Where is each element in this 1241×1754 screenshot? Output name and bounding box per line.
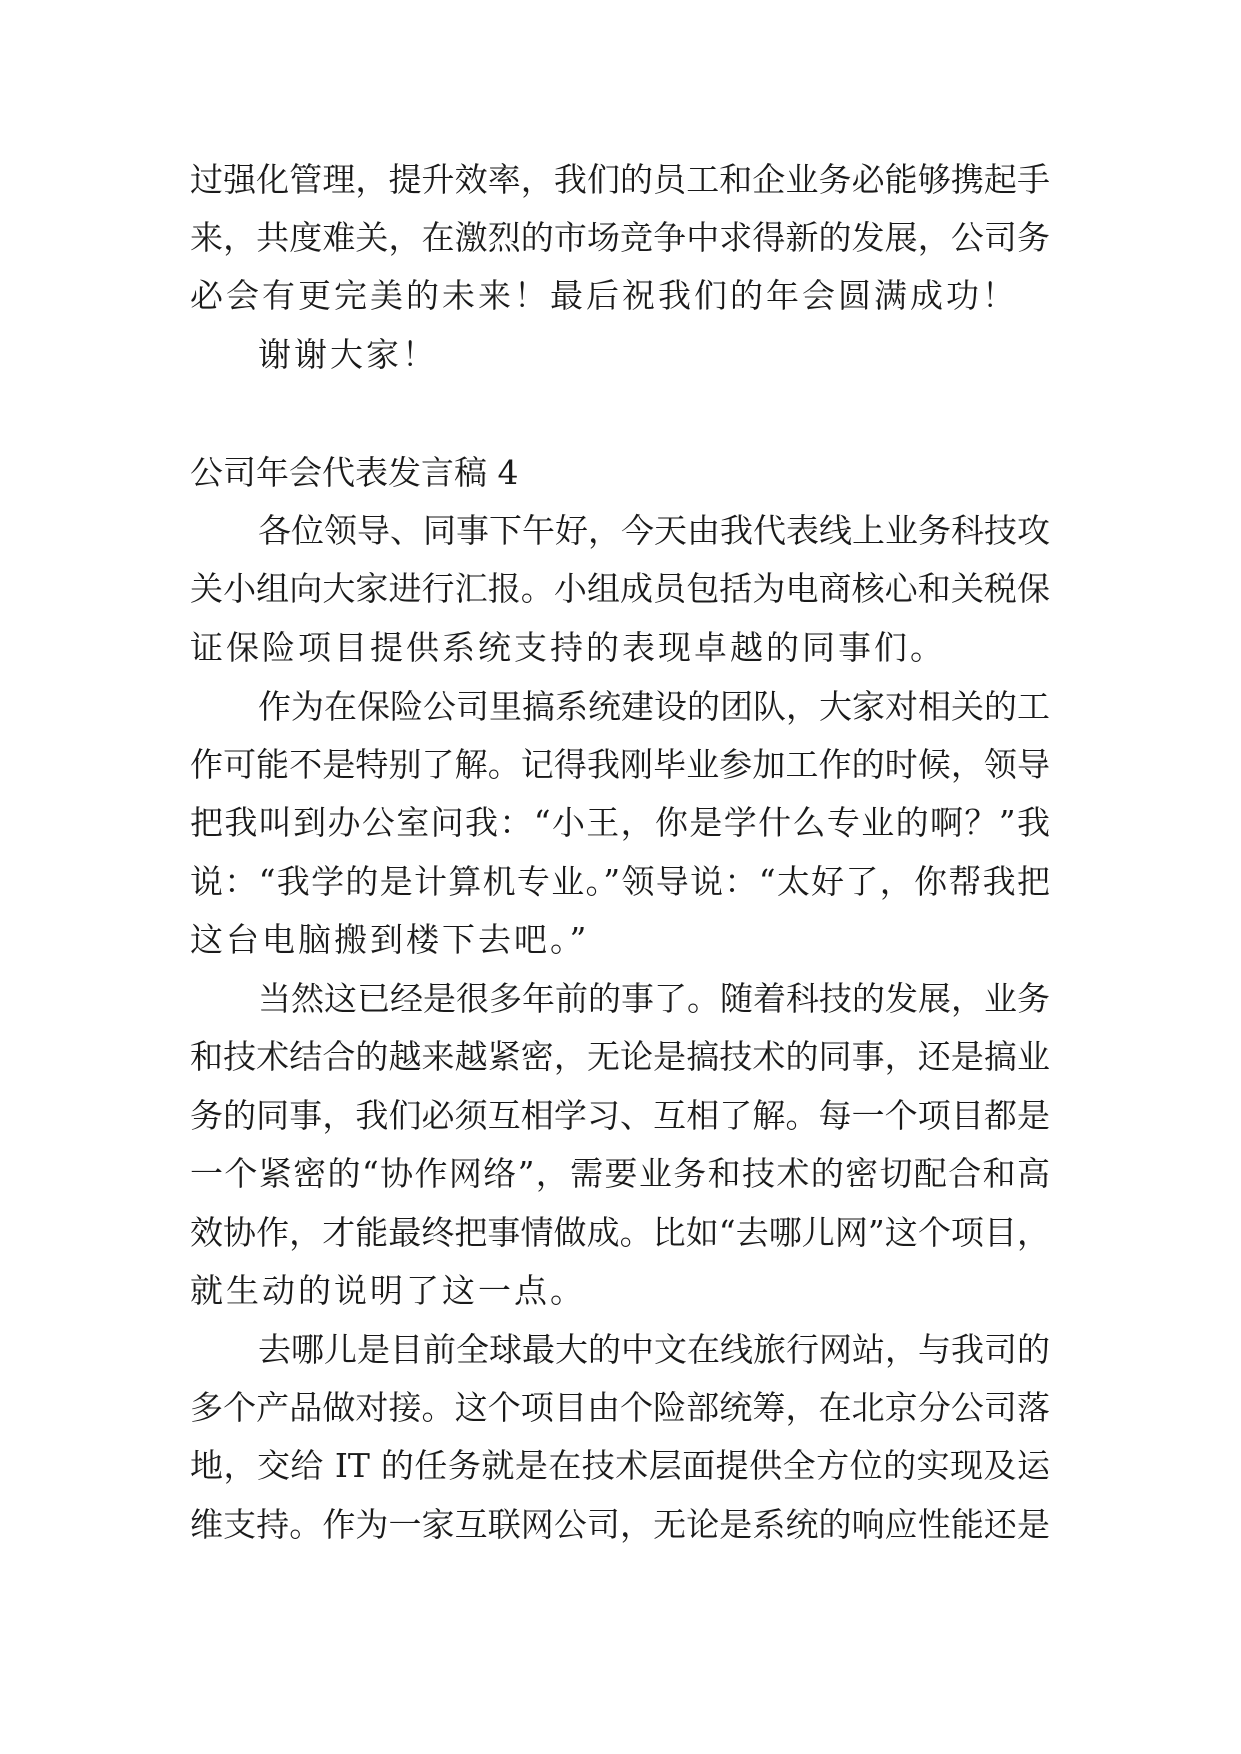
paragraph-line: 这台电脑搬到楼下去吧。” [190,920,590,959]
paragraph-line: 多个产品做对接。这个项目由个险部统筹，在北京分公司落 [190,1388,1050,1427]
paragraph-line: 去哪儿是目前全球最大的中文在线旅行网站，与我司的 [258,1330,1050,1369]
paragraph-line: 过强化管理，提升效率，我们的员工和企业务必能够携起手 [190,160,1050,199]
paragraph-line: 就生动的说明了这一点。 [190,1271,586,1310]
section-heading: 公司年会代表发言稿 4 [190,453,519,492]
paragraph-line: 把我叫到办公室问我：“小王，你是学什么专业的啊？”我 [190,803,1050,842]
paragraph-line: 和技术结合的越来越紧密，无论是搞技术的同事，还是搞业 [190,1037,1050,1076]
paragraph-line: 作可能不是特别了解。记得我刚毕业参加工作的时候，领导 [190,745,1050,784]
paragraph-line: 谢谢大家！ [258,335,438,374]
paragraph-line: 维支持。作为一家互联网公司，无论是系统的响应性能还是 [190,1505,1050,1544]
paragraph-line: 效协作，才能最终把事情做成。比如“去哪儿网”这个项目， [190,1213,1050,1252]
paragraph-line: 来，共度难关，在激烈的市场竞争中求得新的发展，公司务 [190,218,1050,257]
paragraph-line: 各位领导、同事下午好，今天由我代表线上业务科技攻 [258,511,1050,550]
paragraph-line: 作为在保险公司里搞系统建设的团队，大家对相关的工 [258,687,1050,726]
paragraph-line: 说：“我学的是计算机专业。”领导说：“太好了，你帮我把 [190,862,1050,901]
paragraph-line: 当然这已经是很多年前的事了。随着科技的发展，业务 [258,979,1050,1018]
paragraph-line: 证保险项目提供系统支持的表现卓越的同事们。 [190,628,946,667]
paragraph-line: 必会有更完美的未来！最后祝我们的年会圆满成功！ [190,276,1018,315]
paragraph-line: 关小组向大家进行汇报。小组成员包括为电商核心和关税保 [190,569,1050,608]
paragraph-line: 地，交给 IT 的任务就是在技术层面提供全方位的实现及运 [190,1446,1050,1485]
paragraph-line: 务的同事，我们必须互相学习、互相了解。每一个项目都是 [190,1096,1050,1135]
paragraph-line: 一个紧密的“协作网络”，需要业务和技术的密切配合和高 [190,1154,1050,1193]
